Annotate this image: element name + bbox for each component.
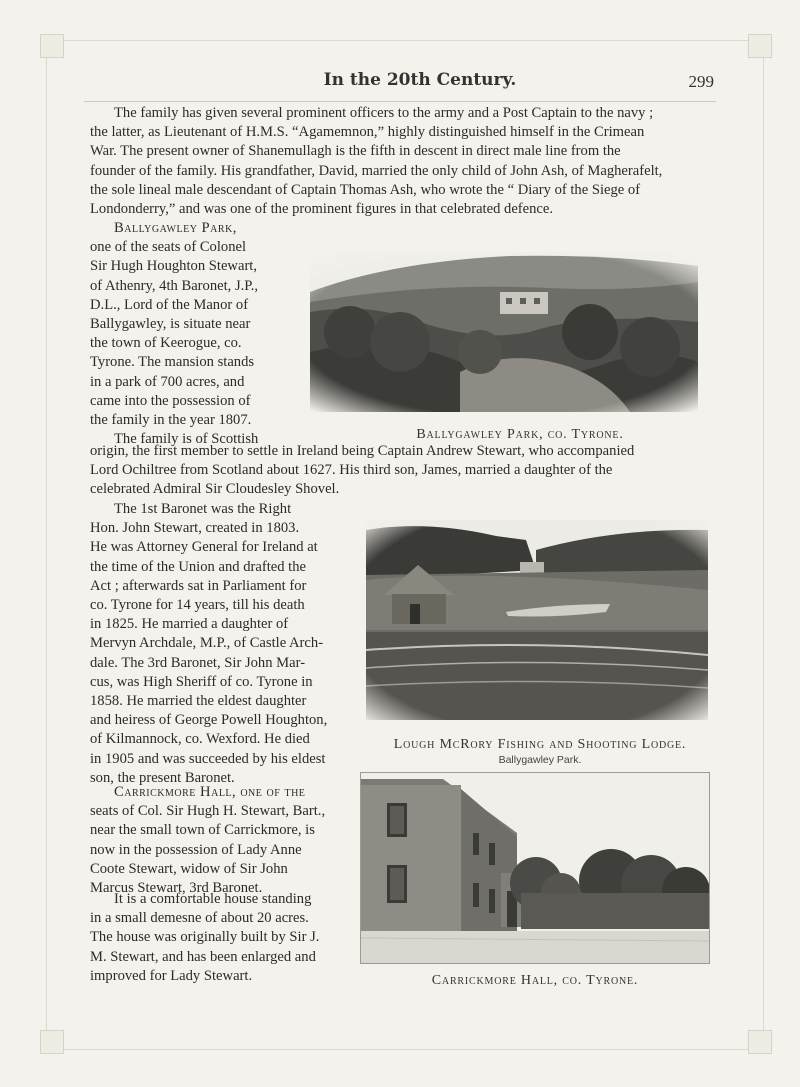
landscape-illustration [310, 252, 698, 412]
text-line: D.L., Lord of the Manor of [90, 296, 249, 313]
text-line: seats of Col. Sir Hugh H. Stewart, Bart., [90, 803, 326, 820]
text-line: Hon. John Stewart, created in 1803. [90, 520, 300, 537]
text-line: one of the seats of Colonel [90, 239, 247, 256]
text-line: of Kilmannock, co. Wexford. He died [90, 731, 310, 748]
text-line: the sole lineal male descendant of Captain Thomas Ash, who wrote the “ Diary of the Siege of [90, 181, 641, 198]
text-line: in a park of 700 acres, and [90, 373, 245, 390]
paragraph-origin [90, 442, 710, 500]
page-number: 299 [688, 72, 714, 91]
text-line: Mervyn Archdale, M.P., of Castle Arch- [90, 635, 324, 652]
text-line: dale. The 3rd Baronet, Sir John Mar- [90, 654, 306, 671]
text-line: origin, the first member to settle in Ireland being Captain Andrew Stewart, who accompanied [90, 443, 635, 459]
corner-ornament [40, 1030, 64, 1054]
text-line: Sir Hugh Houghton Stewart, [90, 258, 258, 275]
text-line: improved for Lady Stewart. [90, 967, 253, 984]
paragraph-comfortable-house [90, 890, 352, 986]
text-line: now in the possession of Lady Anne [90, 841, 302, 858]
text-line: son, the present Baronet. [90, 769, 235, 786]
text-line: and heiress of George Powell Houghton, [90, 712, 328, 729]
text-line: The family has given several prominent officers to the army and a Post Captain to the navy ; [114, 105, 654, 121]
text-line: Lord Ochiltree from Scotland about 1627. His third son, James, married a daughter of the [90, 462, 613, 479]
text-line: He was Attorney General for Ireland at [90, 539, 318, 556]
text-line: in 1905 and was succeeded by his eldest [90, 750, 326, 767]
text-line: in 1825. He married a daughter of [90, 616, 289, 633]
text-line: It is a comfortable house standing [114, 891, 312, 907]
text-line: founder of the family. His grandfather, David, married the only child of John Ash, of Magherafelt, [90, 162, 663, 179]
text-line: Tyrone. The mansion stands [90, 354, 255, 371]
text-line: Act ; afterwards sat in Parliament for [90, 577, 307, 594]
paragraph-carrickmore [90, 783, 352, 898]
text-line: cus, was High Sheriff of co. Tyrone in [90, 673, 313, 690]
text-line: the time of the Union and drafted the [90, 558, 306, 575]
text-line: Marcus Stewart, 3rd Baronet. [90, 880, 263, 897]
text-line: celebrated Admiral Sir Cloudesley Shovel. [90, 481, 340, 498]
house-illustration [361, 773, 709, 963]
text-line: the latter, as Lieutenant of H.M.S. “Agamemnon,” highly distinguished himself in the Crimean [90, 124, 645, 141]
text-line: near the small town of Carrickmore, is [90, 822, 315, 839]
text-line: Londonderry,” and was one of the prominent figures in that celebrated defence. [90, 201, 554, 218]
figure-subcaption-lough-mcrory: Ballygawley Park. [498, 754, 582, 766]
paragraph-family-officers [90, 104, 710, 219]
text-line: came into the possession of [90, 392, 251, 409]
text-line: M. Stewart, and has been enlarged and [90, 948, 316, 965]
text-line: The 1st Baronet was the Right [114, 501, 292, 517]
text-line: in a small demesne of about 20 acres. [90, 910, 309, 927]
text-line: The family is of Scottish [114, 431, 259, 448]
corner-ornament [40, 34, 64, 58]
paragraph-baronet [90, 500, 348, 788]
text-line: 1858. He married the eldest daughter [90, 693, 307, 710]
text-line: Coote Stewart, widow of Sir John [90, 860, 288, 877]
page-header [60, 70, 740, 100]
text-line: of Athenry, 4th Baronet, J.P., [90, 277, 259, 294]
lough-mcrory-lodge-photo [366, 520, 708, 720]
figure-caption-carrickmore: Carrickmore Hall, co. Tyrone. [431, 973, 639, 988]
text-line: the town of Keerogue, co. [90, 335, 242, 352]
header-rule [84, 101, 716, 102]
corner-ornament [748, 34, 772, 58]
corner-ornament [748, 1030, 772, 1054]
text-line: co. Tyrone for 14 years, till his death [90, 597, 305, 614]
text-line: War. The present owner of Shanemullagh is the fifth in descent in direct male line from the [90, 143, 621, 160]
lake-illustration [366, 520, 708, 720]
text-line: The house was originally built by Sir J. [90, 929, 320, 946]
figure-caption-ballygawley: Ballygawley Park, co. Tyrone. [416, 427, 624, 442]
running-head: In the 20th Century. [323, 70, 517, 90]
text-line: Carrickmore Hall, one of the [114, 784, 306, 800]
text-line: Ballygawley, is situate near [90, 316, 251, 333]
ballygawley-park-photo [310, 252, 698, 412]
carrickmore-hall-photo [360, 772, 710, 964]
paragraph-ballygawley [90, 219, 290, 449]
text-line: Ballygawley Park, [114, 220, 237, 236]
text-line: the family in the year 1807. [90, 412, 252, 429]
figure-caption-lough-mcrory: Lough McRory Fishing and Shooting Lodge. [393, 737, 687, 752]
